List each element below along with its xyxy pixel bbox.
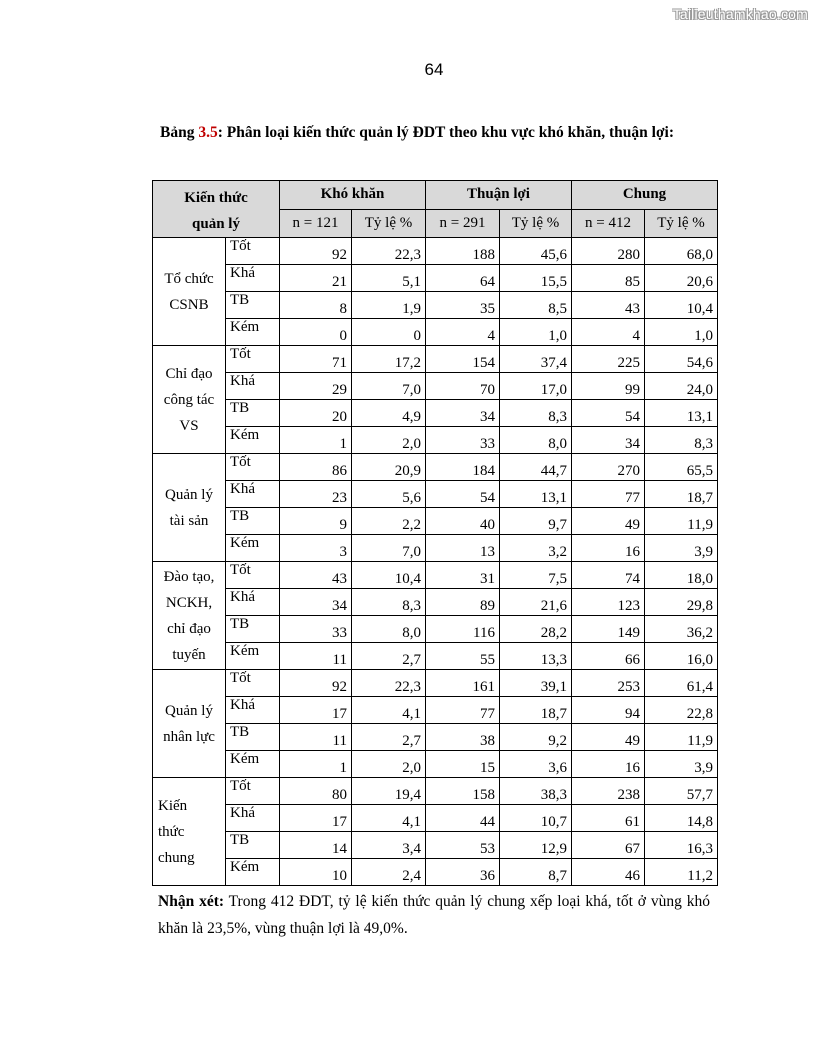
level-cell: Kém [226,643,280,670]
value-cell: 9,2 [500,724,572,751]
level-cell: Kém [226,427,280,454]
level-cell: TB [226,832,280,859]
table-row [153,292,718,319]
value-cell: 54 [572,400,645,427]
value-cell: 86 [280,454,352,481]
value-cell: 12,9 [500,832,572,859]
category-name-line: Chỉ đạo [165,365,213,382]
value-cell: 116 [426,616,500,643]
value-cell: 188 [426,238,500,265]
value-cell: 77 [426,697,500,724]
value-cell: 10,4 [352,562,426,589]
category-name-line: tuyến [172,646,206,663]
level-cell: Khá [226,589,280,616]
value-cell: 161 [426,670,500,697]
table-row [153,859,718,886]
value-cell: 8,0 [352,616,426,643]
table-row [153,832,718,859]
value-cell: 17,0 [500,373,572,400]
value-cell: 17,2 [352,346,426,373]
table-row [153,427,718,454]
corner-line-2: quản lý [192,216,240,232]
value-cell: 44 [426,805,500,832]
value-cell: 13,1 [645,400,718,427]
table-row [153,751,718,778]
remark-label: Nhận xét: [158,893,225,910]
sub-header: n = 291 [426,209,500,238]
table-row [153,616,718,643]
value-cell: 3,9 [645,535,718,562]
category-cell [153,778,226,886]
value-cell: 39,1 [500,670,572,697]
value-cell: 49 [572,508,645,535]
value-cell: 61 [572,805,645,832]
value-cell: 4,1 [352,697,426,724]
caption-text: : Phân loại kiến thức quản lý ĐDT theo khu vực khó khăn, thuận lợi: [217,124,675,141]
table-row [153,697,718,724]
level-cell: Khá [226,697,280,724]
level-cell: TB [226,400,280,427]
value-cell: 49 [572,724,645,751]
value-cell: 7,5 [500,562,572,589]
value-cell: 16,3 [645,832,718,859]
value-cell: 8,3 [645,427,718,454]
value-cell: 33 [426,427,500,454]
level-cell: Khá [226,373,280,400]
sub-header: n = 412 [572,209,645,238]
table-row [153,454,718,481]
category-name-line: chỉ đạo [167,620,211,637]
value-cell: 29,8 [645,589,718,616]
value-cell: 40 [426,508,500,535]
category-cell [153,670,226,778]
value-cell: 35 [426,292,500,319]
category-name-line: Quản lý [165,702,213,719]
value-cell: 1,0 [645,319,718,346]
table-row [153,319,718,346]
value-cell: 34 [572,427,645,454]
level-cell: Kém [226,319,280,346]
value-cell: 2,0 [352,751,426,778]
value-cell: 9,7 [500,508,572,535]
value-cell: 92 [280,238,352,265]
value-cell: 44,7 [500,454,572,481]
table-row [153,670,718,697]
value-cell: 18,7 [500,697,572,724]
value-cell: 28,2 [500,616,572,643]
value-cell: 74 [572,562,645,589]
value-cell: 18,0 [645,562,718,589]
value-cell: 66 [572,643,645,670]
value-cell: 14 [280,832,352,859]
value-cell: 10 [280,859,352,886]
level-cell: Kém [226,859,280,886]
table-caption [160,124,760,142]
value-cell: 20 [280,400,352,427]
category-name-line: VS [179,417,199,434]
value-cell: 99 [572,373,645,400]
level-cell: Tốt [226,562,280,589]
value-cell: 8,3 [352,589,426,616]
value-cell: 22,8 [645,697,718,724]
value-cell: 23 [280,481,352,508]
value-cell: 46 [572,859,645,886]
value-cell: 38,3 [500,778,572,805]
value-cell: 80 [280,778,352,805]
value-cell: 31 [426,562,500,589]
value-cell: 4 [572,319,645,346]
value-cell: 16 [572,751,645,778]
value-cell: 16,0 [645,643,718,670]
value-cell: 21,6 [500,589,572,616]
value-cell: 9 [280,508,352,535]
table-row [153,724,718,751]
value-cell: 2,7 [352,724,426,751]
category-cell [153,562,226,670]
value-cell: 0 [352,319,426,346]
value-cell: 270 [572,454,645,481]
value-cell: 238 [572,778,645,805]
watermark: Tailieuthamkhao.com [672,6,808,22]
category-name-line: Đào tạo, [163,568,215,585]
table-row [153,643,718,670]
value-cell: 3,6 [500,751,572,778]
value-cell: 253 [572,670,645,697]
value-cell: 1 [280,427,352,454]
value-cell: 3,4 [352,832,426,859]
value-cell: 70 [426,373,500,400]
value-cell: 11 [280,724,352,751]
level-cell: Khá [226,481,280,508]
category-name-line: công tác [163,391,215,408]
value-cell: 89 [426,589,500,616]
value-cell: 68,0 [645,238,718,265]
value-cell: 11,9 [645,508,718,535]
value-cell: 1,0 [500,319,572,346]
value-cell: 64 [426,265,500,292]
value-cell: 8,5 [500,292,572,319]
sub-header: Tỷ lệ % [500,209,572,238]
sub-header: Tỷ lệ % [645,209,718,238]
category-name-line: Tổ chức [164,270,214,287]
value-cell: 11,2 [645,859,718,886]
category-name-line: Quản lý [165,486,213,503]
level-cell: Khá [226,265,280,292]
value-cell: 17 [280,697,352,724]
value-cell: 61,4 [645,670,718,697]
page-number: 64 [424,60,444,79]
table-row [153,346,718,373]
value-cell: 5,6 [352,481,426,508]
value-cell: 53 [426,832,500,859]
value-cell: 33 [280,616,352,643]
value-cell: 5,1 [352,265,426,292]
level-cell: Kém [226,751,280,778]
value-cell: 77 [572,481,645,508]
table-row [153,805,718,832]
value-cell: 37,4 [500,346,572,373]
value-cell: 184 [426,454,500,481]
value-cell: 24,0 [645,373,718,400]
value-cell: 54,6 [645,346,718,373]
value-cell: 29 [280,373,352,400]
level-cell: TB [226,292,280,319]
value-cell: 10,7 [500,805,572,832]
value-cell: 280 [572,238,645,265]
sub-header: Tỷ lệ % [352,209,426,238]
value-cell: 57,7 [645,778,718,805]
remark-paragraph [158,888,710,942]
value-cell: 18,7 [645,481,718,508]
table-row [153,238,718,265]
value-cell: 21 [280,265,352,292]
value-cell: 17 [280,805,352,832]
value-cell: 22,3 [352,238,426,265]
category-name-line: thức [158,823,185,840]
level-cell: Khá [226,805,280,832]
value-cell: 85 [572,265,645,292]
caption-table-number: 3.5 [198,124,218,141]
value-cell: 43 [280,562,352,589]
remark-text: Trong 412 ĐDT, tỷ lệ kiến thức quản lý chung xếp loại khá, tốt ở vùng khó khăn là 23,5%, vùng thuận lợi là 49,0%. [158,893,710,937]
table-row [153,265,718,292]
value-cell: 8,3 [500,400,572,427]
value-cell: 158 [426,778,500,805]
value-cell: 13,1 [500,481,572,508]
category-name-line: CSNB [169,296,209,313]
value-cell: 4,1 [352,805,426,832]
table-row [153,400,718,427]
value-cell: 22,3 [352,670,426,697]
value-cell: 2,7 [352,643,426,670]
value-cell: 15 [426,751,500,778]
category-cell [153,238,226,346]
value-cell: 7,0 [352,373,426,400]
table-corner-header [153,181,280,238]
table-row [153,535,718,562]
value-cell: 8,0 [500,427,572,454]
table-row [153,562,718,589]
level-cell: Tốt [226,238,280,265]
value-cell: 92 [280,670,352,697]
value-cell: 20,9 [352,454,426,481]
level-cell: Kém [226,535,280,562]
level-cell: TB [226,616,280,643]
category-name-line: tài sản [169,512,209,529]
value-cell: 123 [572,589,645,616]
value-cell: 36 [426,859,500,886]
group-header: Chung [572,181,718,210]
table-row [153,508,718,535]
value-cell: 67 [572,832,645,859]
value-cell: 2,0 [352,427,426,454]
value-cell: 55 [426,643,500,670]
value-cell: 19,4 [352,778,426,805]
value-cell: 65,5 [645,454,718,481]
value-cell: 149 [572,616,645,643]
level-cell: Tốt [226,778,280,805]
corner-line-1: Kiến thức [184,190,248,206]
value-cell: 15,5 [500,265,572,292]
value-cell: 225 [572,346,645,373]
category-cell [153,454,226,562]
level-cell: Tốt [226,454,280,481]
value-cell: 36,2 [645,616,718,643]
table-row [153,481,718,508]
level-cell: TB [226,724,280,751]
value-cell: 94 [572,697,645,724]
category-name-line: Kiến [158,797,188,814]
group-header: Thuận lợi [426,181,572,210]
value-cell: 71 [280,346,352,373]
level-cell: Tốt [226,346,280,373]
value-cell: 16 [572,535,645,562]
category-cell [153,346,226,454]
value-cell: 10,4 [645,292,718,319]
value-cell: 8 [280,292,352,319]
value-cell: 154 [426,346,500,373]
table-row [153,778,718,805]
value-cell: 38 [426,724,500,751]
category-name-line: chung [158,849,195,866]
value-cell: 13,3 [500,643,572,670]
value-cell: 11,9 [645,724,718,751]
value-cell: 3,9 [645,751,718,778]
value-cell: 34 [426,400,500,427]
value-cell: 3 [280,535,352,562]
sub-header: n = 121 [280,209,352,238]
value-cell: 2,2 [352,508,426,535]
value-cell: 54 [426,481,500,508]
value-cell: 8,7 [500,859,572,886]
value-cell: 4,9 [352,400,426,427]
value-cell: 34 [280,589,352,616]
value-cell: 43 [572,292,645,319]
knowledge-table [152,180,718,886]
value-cell: 7,0 [352,535,426,562]
value-cell: 13 [426,535,500,562]
level-cell: TB [226,508,280,535]
value-cell: 45,6 [500,238,572,265]
value-cell: 1 [280,751,352,778]
value-cell: 11 [280,643,352,670]
value-cell: 0 [280,319,352,346]
table-row [153,589,718,616]
value-cell: 2,4 [352,859,426,886]
value-cell: 20,6 [645,265,718,292]
value-cell: 1,9 [352,292,426,319]
value-cell: 4 [426,319,500,346]
caption-prefix: Bảng [160,124,199,141]
level-cell: Tốt [226,670,280,697]
table-row [153,373,718,400]
category-name-line: NCKH, [165,594,213,611]
value-cell: 14,8 [645,805,718,832]
category-name-line: nhân lực [163,728,215,745]
value-cell: 3,2 [500,535,572,562]
group-header: Khó khăn [280,181,426,210]
